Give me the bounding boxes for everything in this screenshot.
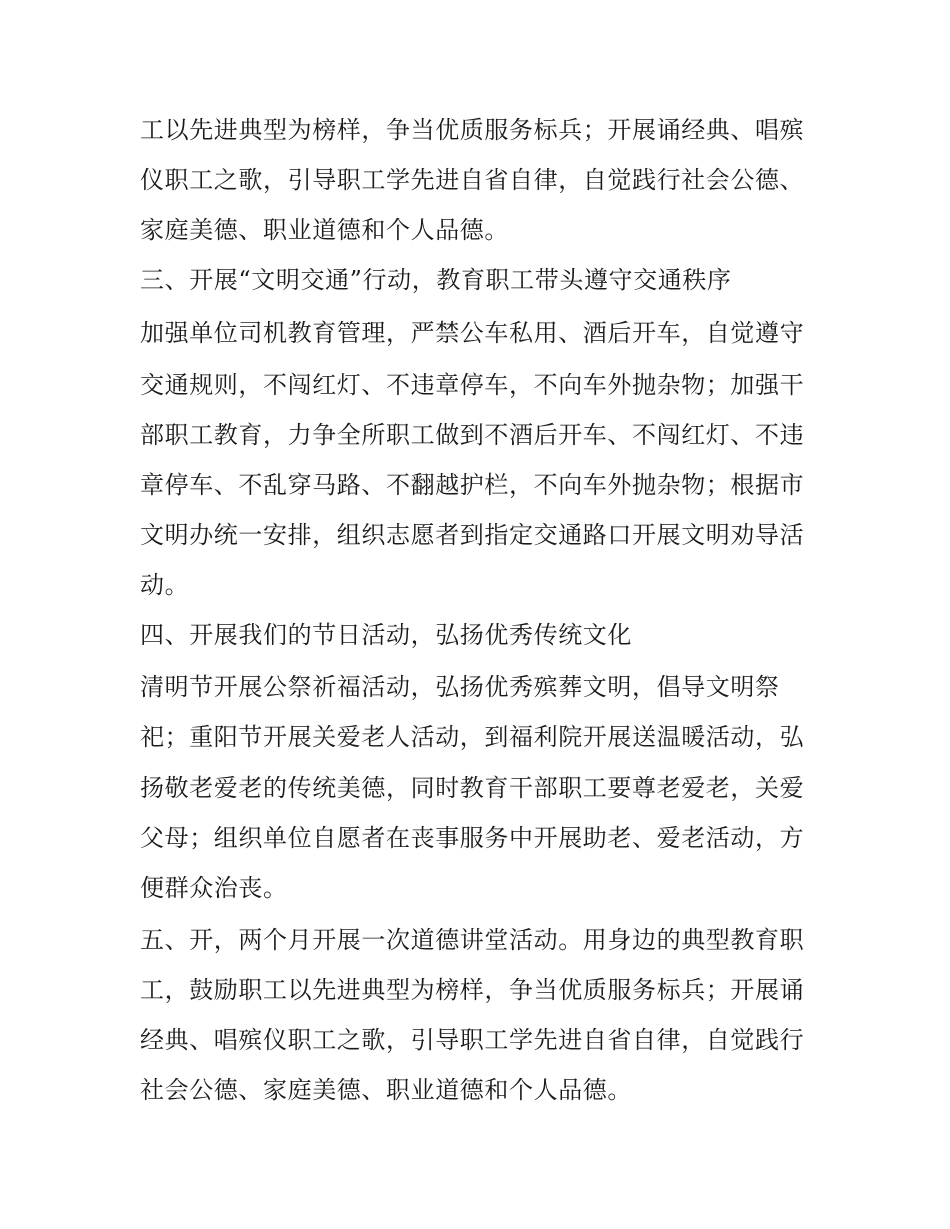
text-line: 部职工教育，力争全所职工做到不酒后开车、不闯红灯、不违 (140, 421, 805, 449)
text-line: 交通规则，不闯红灯、不违章停车，不向车外抛杂物；加强干 (140, 371, 805, 399)
section-heading: 四、开展我们的节日活动，弘扬优秀传统文化 (140, 621, 632, 649)
text-line: 工以先进典型为榜样，争当优质服务标兵；开展诵经典、唱殡 (140, 116, 805, 144)
text-line: 文明办统一安排，组织志愿者到指定交通路口开展文明劝导活 (140, 521, 805, 549)
text-line: 经典、唱殡仪职工之歌，引导职工学先进自省自律，自觉践行 (140, 1026, 805, 1054)
text-line: 动。 (140, 571, 190, 599)
text-line: 章停车、不乱穿马路、不翻越护栏，不向车外抛杂物；根据市 (140, 471, 805, 499)
text-line: 扬敬老爱老的传统美德，同时教育干部职工要尊老爱老，关爱 (140, 774, 805, 802)
text-line: 家庭美德、职业道德和个人品德。 (140, 216, 509, 244)
text-line: 社会公德、家庭美德、职业道德和个人品德。 (140, 1076, 632, 1104)
text-line: 清明节开展公祭祈福活动，弘扬优秀殡葬文明，倡导文明祭 (140, 673, 780, 701)
text-line: 便群众治丧。 (140, 874, 288, 902)
text-line: 祀；重阳节开展关爱老人活动，到福利院开展送温暖活动，弘 (140, 723, 805, 751)
text-line: 父母；组织单位自愿者在丧事服务中开展助老、爱老活动，方 (140, 824, 805, 852)
text-line: 工，鼓励职工以先进典型为榜样，争当优质服务标兵；开展诵 (140, 976, 805, 1004)
text-line: 仪职工之歌，引导职工学先进自省自律，自觉践行社会公德、 (140, 166, 805, 194)
text-line: 加强单位司机教育管理，严禁公车私用、酒后开车，自觉遵守 (140, 319, 805, 347)
section-heading: 三、开展“文明交通”行动，教育职工带头遵守交通秩序 (140, 266, 732, 294)
section-heading: 五、开，两个月开展一次道德讲堂活动。用身边的典型教育职 (140, 926, 805, 954)
